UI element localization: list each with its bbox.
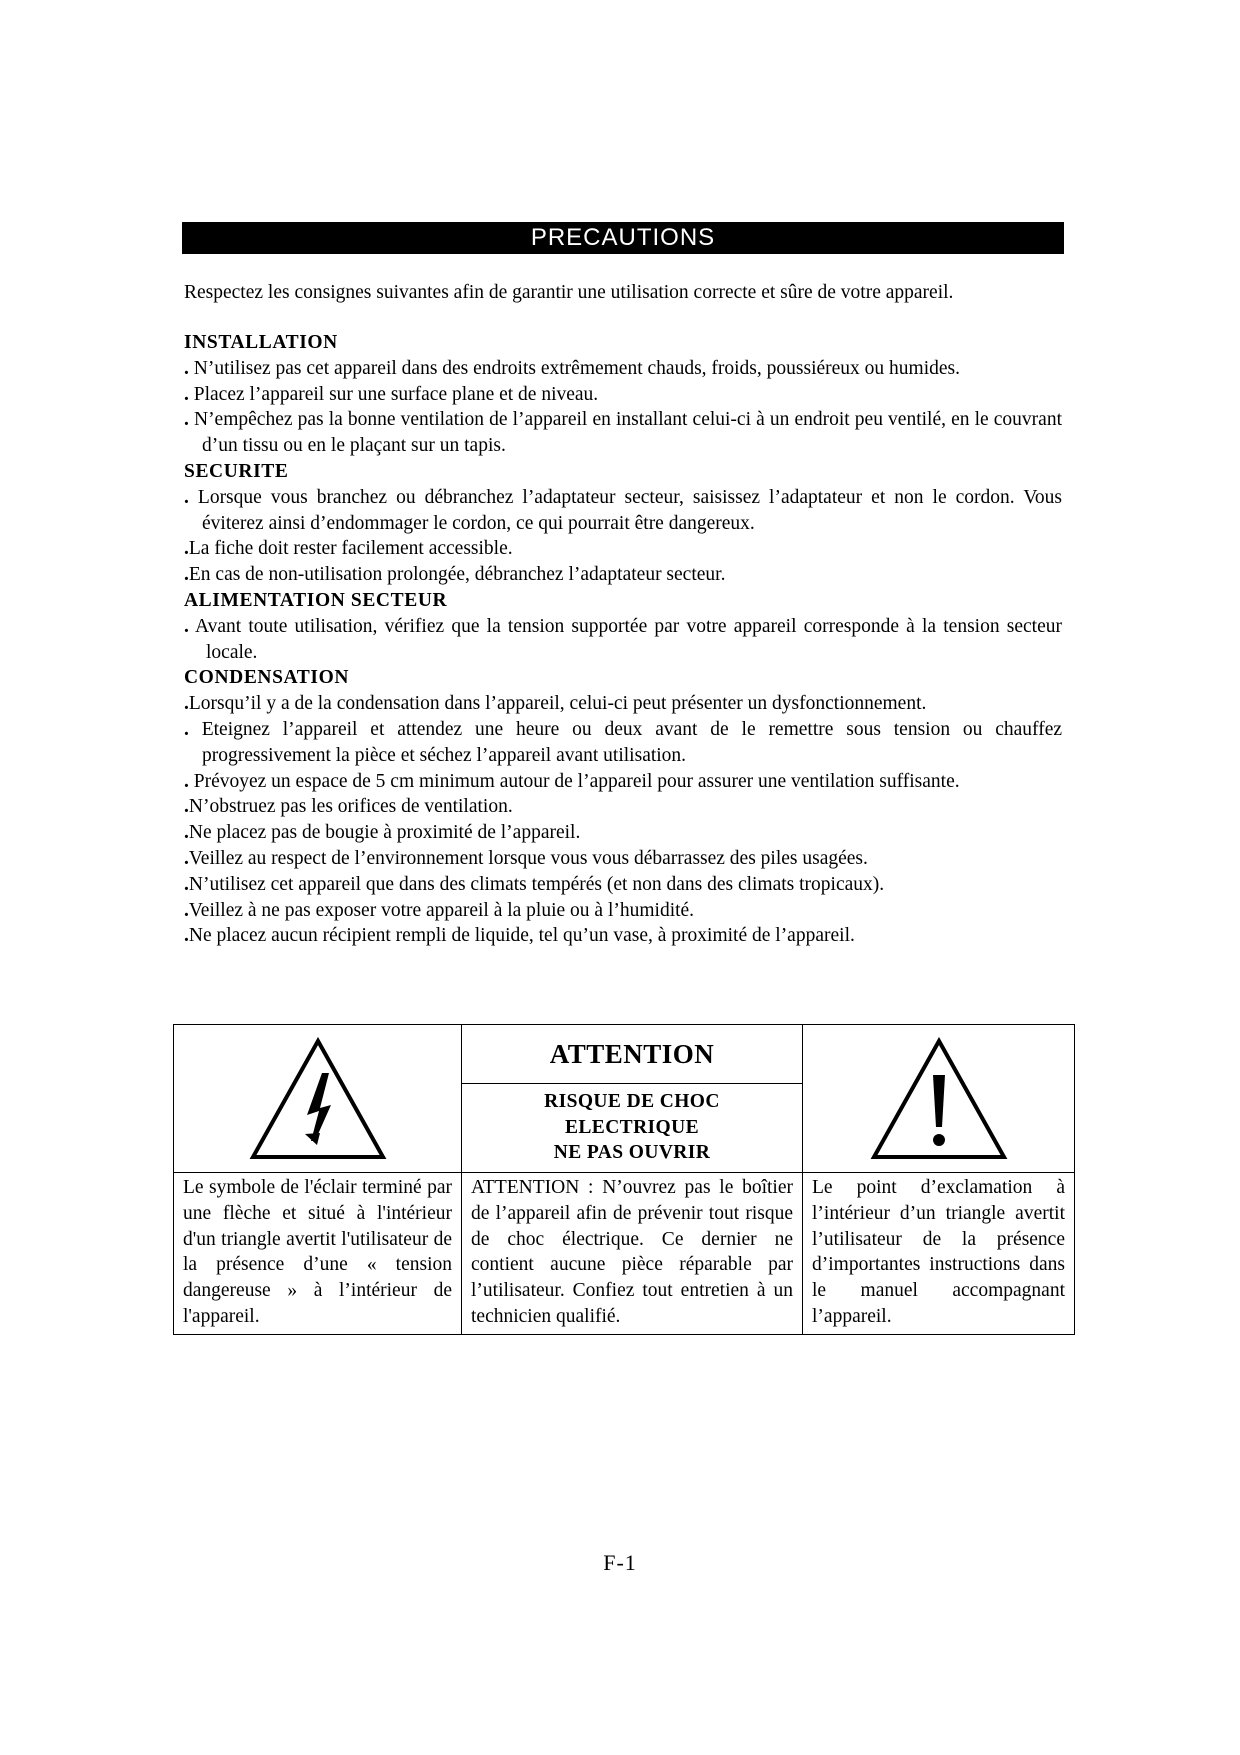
intro-text: Respectez les consignes suivantes afin de garantir une utilisation correcte et sûre de votre appareil. <box>184 282 954 303</box>
attention-description: ATTENTION : N’ouvrez pas le boîtier de l’appareil afin de prévenir tout risque de choc électrique. Ce dernier ne contient aucune pièce réparable par l’utilisateur. Confiez tout entretien à un technicien qualifié. <box>462 1173 803 1335</box>
exclamation-triangle-icon <box>870 1037 1008 1161</box>
list-item: .En cas de non-utilisation prolongée, débranchez l’adaptateur secteur. <box>184 564 726 586</box>
bullet: . <box>184 873 189 895</box>
section-heading-alimentation: ALIMENTATION SECTEUR <box>184 589 448 611</box>
warning-table <box>173 1024 1075 1335</box>
bullet: . <box>184 383 189 405</box>
list-item: .Veillez au respect de l’environnement lorsque vous vous débarrassez des piles usagées. <box>184 847 868 869</box>
page-title: PRECAUTIONS <box>182 222 1064 254</box>
attention-header-cell <box>462 1025 803 1173</box>
risk-line: RISQUE DE CHOC <box>544 1091 720 1112</box>
lightning-description: Le symbole de l'éclair terminé par une flèche et situé à l'intérieur d'un triangle avertit l'utilisateur de la présence d’une « tension dangereuse » à l’intérieur de l'appareil. <box>174 1173 462 1335</box>
list-item: . Eteignez l’appareil et attendez une heure ou deux avant de le remettre sous tension ou chauffez progressivement la pièce et séchez l’appareil avant utilisation. <box>184 718 1063 766</box>
list-item: . Lorsque vous branchez ou débranchez l’adaptateur secteur, saisissez l’adaptateur et non le cordon. Vous éviterez ainsi d’endommager le cordon, ce qui pourrait être dangereux. <box>184 486 1063 534</box>
section-heading-condensation: CONDENSATION <box>184 667 350 689</box>
bullet: . <box>184 847 189 869</box>
section-heading-securite: SECURITE <box>184 460 289 482</box>
list-item: .La fiche doit rester facilement accessible. <box>184 538 513 560</box>
risk-line: NE PAS OUVRIR <box>553 1142 711 1163</box>
bullet: . <box>184 718 189 740</box>
bullet: . <box>184 925 189 947</box>
list-item: .Ne placez aucun récipient rempli de liquide, tel qu’un vase, à proximité de l’appareil. <box>184 925 855 947</box>
bullet: . <box>184 693 189 715</box>
list-item: . N’empêchez pas la bonne ventilation de l’appareil en installant celui-ci à un endroit peu ventilé, en le couvrant d’un tissu ou en le plaçant sur un tapis. <box>184 409 1062 457</box>
page-number: F-1 <box>603 1550 637 1575</box>
lightning-triangle-icon <box>249 1037 387 1161</box>
list-item: .N’obstruez pas les orifices de ventilation. <box>184 796 513 818</box>
section-heading-installation: INSTALLATION <box>184 332 338 353</box>
risk-line: ELECTRIQUE <box>564 1116 700 1138</box>
bullet: . <box>184 770 189 792</box>
bullet: . <box>184 409 189 431</box>
bullet: . <box>184 538 189 560</box>
list-item: . Avant toute utilisation, vérifiez que la tension supportée par votre appareil corresponde à la tension secteur locale. <box>184 615 1062 663</box>
list-item: .Ne placez pas de bougie à proximité de l’appareil. <box>184 822 581 844</box>
bullet: . <box>184 796 189 818</box>
bullet: . <box>184 357 189 379</box>
bullet: . <box>184 486 189 508</box>
bullet: . <box>184 564 189 586</box>
lightning-cell <box>174 1025 462 1173</box>
list-item: .Veillez à ne pas exposer votre appareil à la pluie ou à l’humidité. <box>184 899 695 921</box>
bullet: . <box>184 615 189 637</box>
precautions-content <box>184 330 1062 949</box>
exclamation-cell <box>803 1025 1075 1173</box>
list-item: . Prévoyez un espace de 5 cm minimum autour de l’appareil pour assurer une ventilation suffisante. <box>184 770 960 792</box>
bullet: . <box>184 899 189 921</box>
list-item: .N’utilisez cet appareil que dans des climats tempérés (et non dans des climats tropicaux). <box>184 873 885 895</box>
list-item: . N’utilisez pas cet appareil dans des endroits extrêmement chauds, froids, poussiéreux ou humides. <box>184 357 961 379</box>
attention-title: ATTENTION <box>462 1025 802 1084</box>
bullet: . <box>184 822 189 844</box>
exclamation-description: Le point d’exclamation à l’intérieur d’un triangle avertit l’utilisateur de la présence d’importantes instructions dans le manuel accompagnant l’appareil. <box>803 1173 1075 1335</box>
list-item: . Placez l’appareil sur une surface plane et de niveau. <box>184 383 599 405</box>
list-item: .Lorsqu’il y a de la condensation dans l’appareil, celui-ci peut présenter un dysfonctionnement. <box>184 693 927 715</box>
risk-label <box>462 1084 802 1166</box>
